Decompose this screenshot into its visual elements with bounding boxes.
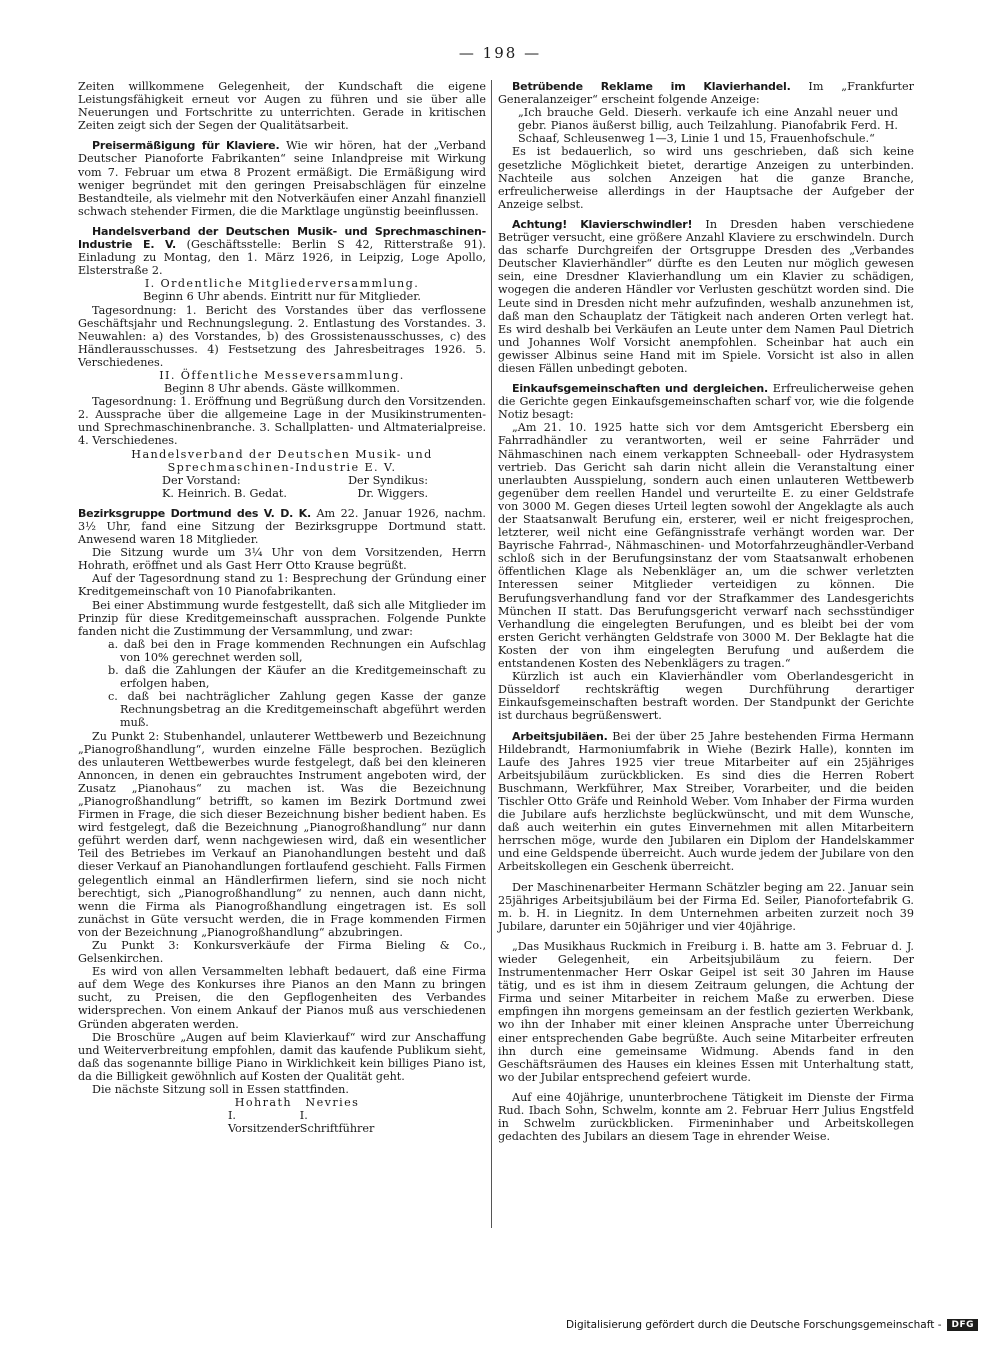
bz-paragraph: Auf der Tagesordnung stand zu 1: Besprechung der Gründung einer Kreditgemeinschaft von 10 Pianofabrikanten. xyxy=(78,572,486,599)
hv-signature-roles: Der Vorstand: Der Syndikus: xyxy=(162,473,428,487)
einkaufs-paragraph: Kürzlich ist auch ein Klavierhändler vom Oberlandesgericht in Düsseldorf rechtskräftig wegen Durchführung derartiger Einkaufsgemeinschaften bestraft worden. Der Standpunkt der Gerichte ist durchaus begrüßenswert. xyxy=(498,670,914,723)
bz-list-item: a. daß bei den in Frage kommenden Rechnungen ein Aufschlag von 10% gerechnet werden soll, xyxy=(108,637,486,664)
article-einkaufsgemeinschaften: Einkaufsgemeinschaften und dergleichen. Erfreulicherweise gehen die Gerichte gegen Einkaufsgemeinschaften scharf vor, wie die folgende Notiz besagt: xyxy=(498,382,914,422)
hv-signature-line2: Sprechmaschinen-Industrie E. V. xyxy=(167,460,397,474)
bz-paragraph: Die Broschüre „Augen auf beim Klavierkauf“ wird zur Anschaffung und Weiterverbreitung empfohlen, damit das kaufende Publikum sieht, daß das sogenannte billige Piano in Wirklichkeit kein billiges Piano ist, da die Billigkeit gewöhnlich auf Kosten der Qualität geht. xyxy=(78,1030,486,1083)
hv-signature-names: K. Heinrich. B. Gedat. Dr. Wiggers. xyxy=(162,486,428,500)
hv-signature-line1: Handelsverband der Deutschen Musik- und xyxy=(131,447,433,461)
article-handelsverband: Handelsverband der Deutschen Musik- und Sprechmaschinen-Industrie E. V. (Geschäftsstelle: Berlin S 42, Ritterstraße 91). Einladung zu Montag, den 1. März 1926, in Leipzig, Loge Apollo, Elsterstraße 2. xyxy=(78,224,486,278)
article-arbeitsjubilaeen: Arbeitsjubiläen. Bei der über 25 Jahre bestehenden Firma Hermann Hildebrandt, Harmoniumfabrik in Wiehe (Bezirk Halle), konnten im Laufe des Jahres 1925 vier treue Mitarbeiter auf ein 25jähriges Arbeitsjubiläum zurückblicken. Es sind dies die Herren Robert Buschmann, Werkführer, Max Streiber, Vorarbeiter, und die beiden Tischler Otto Gräfe und Reinhold Weber. Vom Inhaber der Firma wurden die Jubilare aufs herzlichste beglückwünscht, und mit dem Wunsche, daß auch weiterhin ein gutes Einvernehmen mit allen Mitarbeitern herrschen möge, wurde den Jubilaren ein Diplom der Handelskammer und eine Geldspende überreicht. Auch wurde jedem der Jubilare von den Arbeitskollegen ein Geschenk überreicht. xyxy=(498,729,914,874)
left-column xyxy=(78,80,486,1135)
bz-signature-roles: I. Vorsitzender I. Schriftführer xyxy=(228,1109,375,1136)
hv-ordentliche-title: I. Ordentliche Mitgliederversammlung. xyxy=(144,277,420,291)
article-preisermaessigung: Preisermäßigung für Klaviere. Wie wir hören, hat der „Verband Deutscher Pianoforte Fabrikanten“ seine Inlandpreise mit Wirkung vom 7. Februar um etwa 8 Prozent ermäßigt. Die Ermäßigung wird weniger begründet mit den geringen Preisabschlägen für einzelne Bestandteile, als vielmehr mit den Notverkäufen einer Anzahl finanziell schwach stehender Firmen, die die Marktlage ungünstig beeinflussen. xyxy=(78,139,486,218)
column-divider xyxy=(491,80,492,1228)
reklame-quote: „Ich brauche Geld. Dieserh. verkaufe ich eine Anzahl neuer und gebr. Pianos äußerst billig, auch Teilzahlung. Pianofabrik Ferd. H. Schaaf, Schleusenweg 1—3, Linie 1 und 15, Frauenhofschule.“ xyxy=(518,106,898,146)
heading-reklame: Betrübende Reklame im Klavierhandel. xyxy=(512,80,791,93)
bz-paragraph: Die nächste Sitzung soll in Essen stattfinden. xyxy=(92,1083,349,1097)
dfg-logo: DFG xyxy=(947,1319,978,1331)
einkaufs-quote: „Am 21. 10. 1925 hatte sich vor dem Amtsgericht Ebersberg ein Fahrradhändler zu verantworten, weil er seine Fahrräder und Nähmaschinen nach einem verkappten Schneeball- oder Hydrasystem vertrieb. Das Gericht sah darin nicht allein die Veranstaltung einer unerlaubten Ausspielung, sondern auch einen unlauteren Wettbewerb gegenüber dem reellen Handel und verurteilte E. zu einer Geldstrafe von 3000 M. Gegen dieses Urteil legten sowohl der Angeklagte als auch der Staatsanwalt Berufung ein, ersterer, weil er nicht freigesprochen, letzterer, weil nicht eine Gefängnisstrafe verhängt worden war. Der Bayrische Fahrrad-, Nähmaschinen- und Motorfahrzeughändler-Verband schloß sich in der Berufungsinstanz der vom Staatsanwalt erhobenen öffentlichen Klage als Nebenkläger an, um die schwer verletzten Interessen seiner Mitglieder verteidigen zu können. Die Berufungsverhandlung fand vor der Strafkammer des Landesgerichts München II statt. Das Berufungsgericht verwarf nach sechsstündiger Verhandlung die eingelegten Berufungen, und es bleibt bei der vom ersten Gericht verhängten Geldstrafe von 3000 M. Der Beklagte hat die Kosten der von ihm eingelegten Berufung und außerdem die entstandenen Kosten des Nebenklägers zu tragen.“ xyxy=(498,421,914,671)
bz-signature-names: Hohrath Nevries xyxy=(234,1096,360,1110)
intro-paragraph: Zeiten willkommene Gelegenheit, der Kundschaft die eigene Leistungsfähigkeit erneut vor Augen zu führen und sie über alle Neuerungen und Fortschritte zu unterrichten. Gerade in kritischen Zeiten zeigt sich der Segen der Qualitätsarbeit. xyxy=(78,80,486,133)
page-number: — 198 — xyxy=(458,44,542,62)
bz-paragraph: Es wird von allen Versammelten lebhaft bedauert, daß eine Firma auf dem Wege des Konkurses ihre Pianos an den Mann zu bringen sucht, zu Preisen, die den Gepflogenheiten des Verbandes widersprechen. Von einem Ankauf der Pianos muß aus verschiedenen Gründen abgeraten werden. xyxy=(78,965,486,1031)
heading-handelsverband: Handelsverband der Deutschen Musik- und Sprechmaschinen-Industrie E. V. xyxy=(78,224,486,252)
hv-messe-time: Beginn 8 Uhr abends. Gäste willkommen. xyxy=(164,382,400,396)
bz-paragraph: Zu Punkt 3: Konkursverkäufe der Firma Bieling & Co., Gelsenkirchen. xyxy=(78,939,486,966)
heading-einkaufsgemeinschaften: Einkaufsgemeinschaften und dergleichen. xyxy=(512,382,768,396)
hv-messe-title: II. Öffentliche Messeversammlung. xyxy=(159,368,405,382)
article-reklame: Betrübende Reklame im Klavierhandel. Im „Frankfurter Generalanzeiger“ erscheint folgende Anzeige: xyxy=(498,80,914,107)
reklame-paragraph: Es ist bedauerlich, so wird uns geschrieben, daß sich keine gesetzliche Möglichkeit bietet, derartige Anzeigen zu unterbinden. Nachteile aus solchen Anzeigen hat die ganze Branche, erfreulicherweise allerdings in der Hauptsache der Aufgeber der Anzeige selbst. xyxy=(498,145,914,211)
heading-arbeitsjubilaeen: Arbeitsjubiläen. xyxy=(512,729,608,743)
article-klavierschwindler: Achtung! Klavierschwindler! In Dresden haben verschiedene Betrüger versucht, eine größere Anzahl Klaviere zu erschwindeln. Durch das scharfe Durchgreifen der Ortsgruppe Dresden des „Verbandes Deutscher Klavierhändler“ dürfte es den Leuten nur möglich gewesen sein, eine Dresdner Klavierhandlung um ein Klavier zu schädigen, wogegen die anderen Händler vor Verlusten geschützt worden sind. Die Leute sind in Dresden nicht mehr aufzufinden, weshalb anzunehmen ist, daß man den Schauplatz der Tätigkeit nach anderen Orten verlegt hat. Es wird deshalb bei Verkäufen an Leute unter dem Namen Paul Dietrich und Johannes Wolf Vorsicht anempfohlen. Scheinbar hat auch ein gewisser Albinus seine Hand mit im Spiele. Vorsicht ist also in allen diesen Fällen unbedingt geboten. xyxy=(498,217,915,375)
jubilaeen-paragraph: Der Maschinenarbeiter Hermann Schätzler beging am 22. Januar sein 25jähriges Arbeitsjubiläum bei der Firma Ed. Seiler, Pianofortefabrik G. m. b. H. in Liegnitz. In dem Unternehmen arbeiten zurzeit noch 39 Jubilare, darunter ein 50jähriger und vier 40jährige. xyxy=(498,880,914,933)
heading-preisermaessigung: Preisermäßigung für Klaviere. xyxy=(92,139,280,153)
bz-list-item: c. daß bei nachträglicher Zahlung gegen Kasse der ganze Rechnungsbetrag an die Kreditgemeinschaft abgeführt werden muß. xyxy=(108,690,486,730)
bz-paragraph: Die Sitzung wurde um 3¼ Uhr von dem Vorsitzenden, Herrn Hohrath, eröffnet und als Gast Herr Otto Krause begrüßt. xyxy=(78,546,486,573)
bz-paragraph: Bei einer Abstimmung wurde festgestellt, daß sich alle Mitglieder im Prinzip für diese Kreditgemeinschaft aussprachen. Folgende Punkte fanden nicht die Zustimmung der Versammlung, und zwar: xyxy=(78,598,486,638)
footer-text: Digitalisierung gefördert durch die Deutsche Forschungsgemeinschaft - xyxy=(565,1319,942,1331)
bz-paragraph: Zu Punkt 2: Stubenhandel, unlauterer Wettbewerb und Bezeichnung „Pianogroßhandlung“, wurden einzelne Fälle besprochen. Bezüglich des unlauteren Wettbewerbes wurde festgelegt, daß bei den kleineren Annoncen, in denen ein gebrauchtes Instrument angeboten wird, der Zusatz „Pianohaus“ zu machen ist. Was die Bezeichnung „Pianogroßhandlung“ betrifft, so kamen im Bezirk Dortmund zwei Firmen in Frage, die sich dieser Bezeichnung bisher bedient haben. Es wird festgelegt, daß die Bezeichnung „Pianogroßhandlung“ nur dann geführt werden darf, wenn nachgewiesen wird, daß ein wesentlicher Teil des Betriebes im Verkauf an Pianohandlungen besteht und daß dieser Verkauf an Pianohandlungen fortlaufend geschieht. Falls Firmen gelegentlich einmal an Händlerfirmen liefern, sind sie noch nicht berechtigt, sich „Pianogroßhandlung“ zu nennen, auch dann nicht, wenn die Firma als Pianogroßhandlung eingetragen ist. Es soll zunächst in Güte versucht werden, die in Frage kommenden Firmen von der Bezeichnung „Pianogroßhandlung“ abzubringen. xyxy=(78,729,486,939)
bz-list-item: b. daß die Zahlungen der Käufer an die Kreditgemeinschaft zu erfolgen haben, xyxy=(108,664,486,691)
heading-bezirksgruppe: Bezirksgruppe Dortmund des V. D. K. xyxy=(78,506,311,520)
hv-messe-agenda: Tagesordnung: 1. Eröffnung und Begrüßung durch den Vorsitzenden. 2. Aussprache über die allgemeine Lage in der Musikinstrumenten- und Sprechmaschinenbranche. 3. Schallplatten- und Altmaterialpreise. 4. Verschiedenes. xyxy=(78,395,486,448)
right-column xyxy=(498,80,914,1143)
jubilaeen-paragraph: Auf eine 40jährige, ununterbrochene Tätigkeit im Dienste der Firma Rud. Ibach Sohn, Schwelm, konnte am 2. Februar Herr Julius Engstfeld in Schwelm zurückblicken. Firmeninhaber und Arbeitskollegen gedachten des Jubilars an diesem Tage in ehrender Weise. xyxy=(498,1090,914,1144)
jubilaeen-paragraph: „Das Musikhaus Ruckmich in Freiburg i. B. hatte am 3. Februar d. J. wieder Gelegenheit, ein Arbeitsjubiläum zu feiern. Der Instrumentenmacher Herr Oskar Geipel ist seit 30 Jahren im Hause tätig, und es ist ihm in diesem Zeitraum gelungen, die Achtung der Firma und seiner Mitarbeiter in reichem Maße zu erwerben. Diese empfingen ihn morgens gemeinsam an der festlich gezierten Werkbank, wo ihn der Inhaber mit einer kleinen Ansprache unter Überreichung einer entsprechenden Gabe begrüßte. Auch seine Mitarbeiter erfreuten ihn durch eine gemeinsame Widmung. Abends fand in den Geschäftsräumen des Hauses ein kleines Essen mit Unterhaltung statt, wo der Jubilar entsprechend gefeiert wurde. xyxy=(498,939,914,1084)
hv-ordentliche-agenda: Tagesordnung: 1. Bericht des Vorstandes über das verflossene Geschäftsjahr und Rechnungslegung. 2. Entlastung des Vorstandes. 3. Neuwahlen: a) des Vorstandes, b) des Grossistenausschusses, c) des Händlerausschusses. 4) Festsetzung des Jahresbeitrages 1926. 5. Verschiedenes. xyxy=(78,303,486,369)
hv-ordentliche-time: Beginn 6 Uhr abends. Eintritt nur für Mitglieder. xyxy=(143,290,421,304)
heading-klavierschwindler: Achtung! Klavierschwindler! xyxy=(512,217,693,231)
digitization-footer xyxy=(566,1319,978,1331)
article-bezirksgruppe: Bezirksgruppe Dortmund des V. D. K. Am 22. Januar 1926, nachm. 3½ Uhr, fand eine Sitzung der Bezirksgruppe Dortmund statt. Anwesend waren 18 Mitglieder. xyxy=(78,506,486,547)
